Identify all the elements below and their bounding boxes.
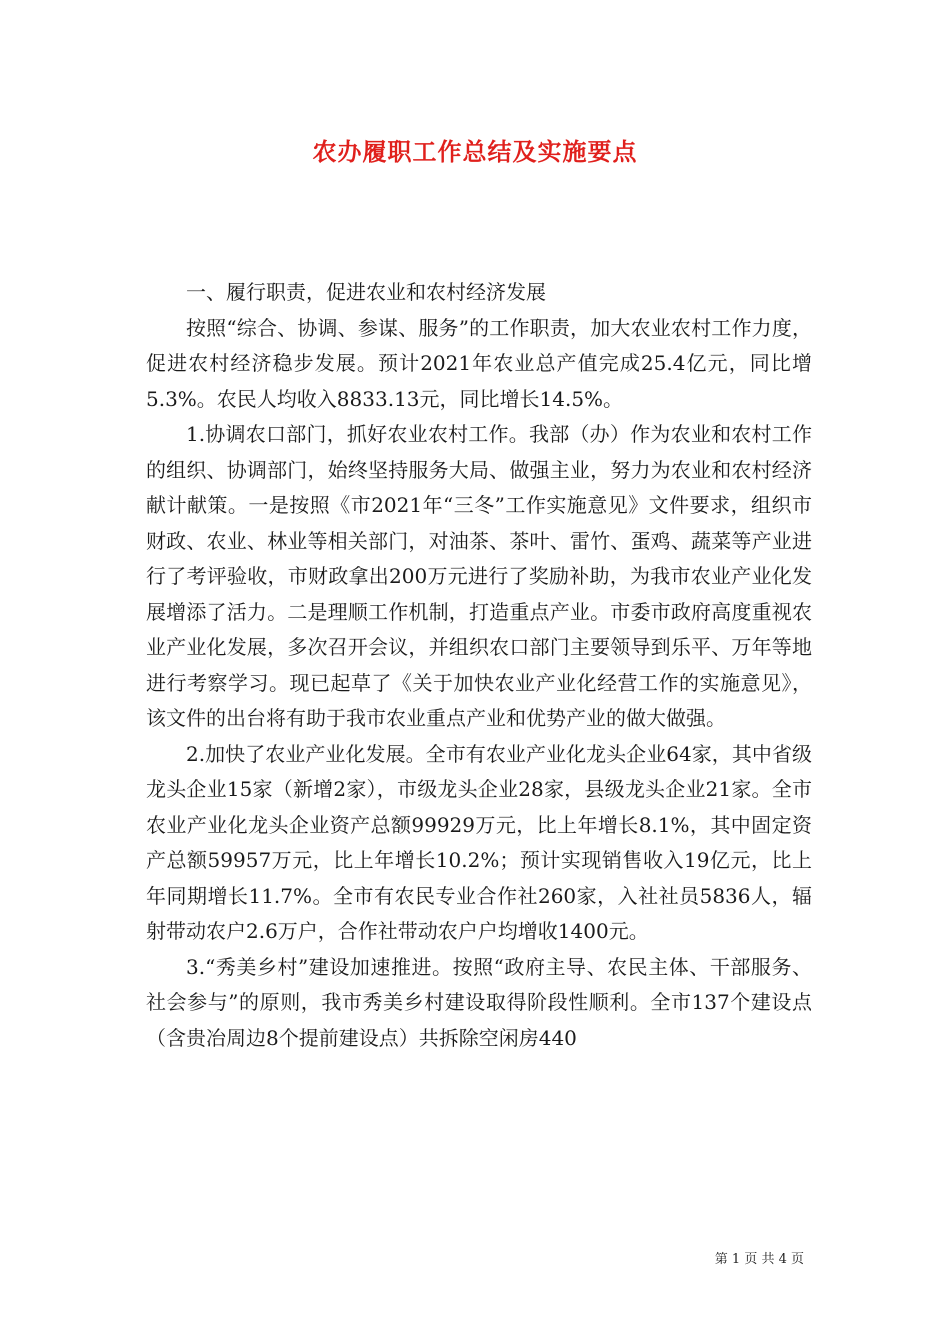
document-body [146,275,812,1056]
paragraph: 2.加快了农业产业化发展。全市有农业产业化龙头企业64家，其中省级龙头企业15家（新增2家），市级龙头企业28家，县级龙头企业21家。全市农业产业化龙头企业资产总额99929万元，比上年增长8.1%，其中固定资产总额59957万元，比上年增长10.2%；预计实现销售收入19亿元，比上年同期增长11.7%。全市有农民专业合作社260家，入社社员5836人，辐射带动农户2.6万户，合作社带动农户户均增收1400元。 [146,741,812,943]
section-heading: 一、履行职责，促进农业和农村经济发展 [186,280,546,304]
paragraph: 3.“秀美乡村”建设加速推进。按照“政府主导、农民主体、干部服务、社会参与”的原则，我市秀美乡村建设取得阶段性顺利。全市137个建设点（含贵冶周边8个提前建设点）共拆除空闲房440 [146,954,812,1050]
paragraph: 按照“综合、协调、参谋、服务”的工作职责，加大农业农村工作力度，促进农村经济稳步发展。预计2021年农业总产值完成25.4亿元，同比增5.3%。农民人均收入8833.13元，同比增长14.5%。 [146,315,812,411]
page-title: 农办履职工作总结及实施要点 [312,137,638,166]
paragraph: 1.协调农口部门，抓好农业农村工作。我部（办）作为农业和农村工作的组织、协调部门，始终坚持服务大局、做强主业，努力为农业和农村经济献计献策。一是按照《市2021年“三冬”工作实施意见》文件要求，组织市财政、农业、林业等相关部门，对油茶、茶叶、雷竹、蛋鸡、蔬菜等产业进行了考评验收，市财政拿出200万元进行了奖励补助，为我市农业产业化发展增添了活力。二是理顺工作机制，打造重点产业。市委市政府高度重视农业产业化发展，多次召开会议，并组织农口部门主要领导到乐平、万年等地进行考察学习。现已起草了《关于加快农业产业化经营工作的实施意见》，该文件的出台将有助于我市农业重点产业和优势产业的做大做强。 [146,422,812,730]
page-number: 第 1 页 共 4 页 [714,1252,804,1267]
